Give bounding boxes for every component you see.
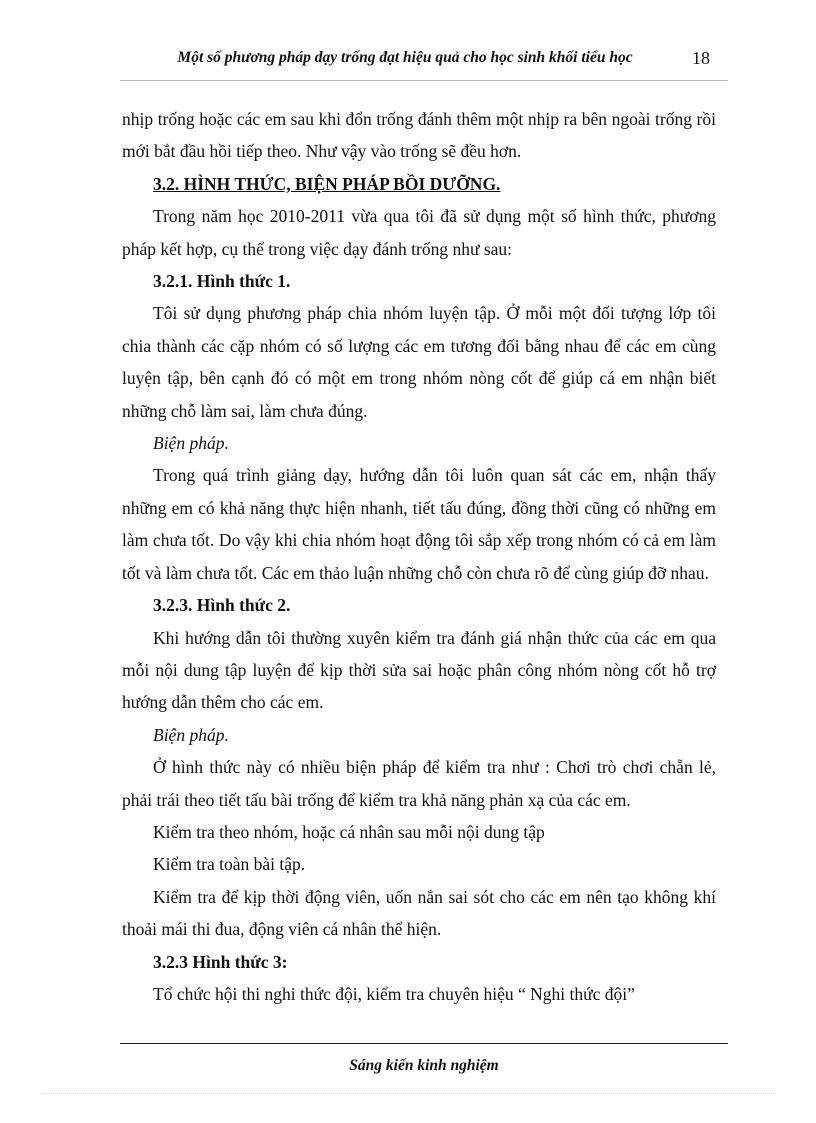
running-header-title: Một số phương pháp dạy trống đạt hiệu quả cho học sinh khối tiểu học — [177, 49, 633, 66]
measure-label-2: Biện pháp. — [153, 724, 229, 745]
paragraph-check-group: Kiểm tra theo nhóm, hoặc cá nhân sau mỗi nội dung tập — [153, 821, 545, 842]
subsection-heading-form-2: 3.2.3. Hình thức 2. — [153, 595, 291, 616]
paragraph-form-1: Tôi sử dụng phương pháp chia nhóm luyện tập. Ở mỗi một đối tượng lớp tôi chia thành các cặp nhóm có số lượng các em tương đối bằng nhau để các em cùng luyện tập, bên cạnh đó có một em trong nhóm nòng cốt để giúp cá em nhận biết những chỗ làm sai, làm chưa đúng. — [122, 303, 716, 421]
subsection-heading-3-2-1: 3.2.1. Hình thức 1. — [153, 271, 291, 292]
paragraph-measure-2: Ở hình thức này có nhiều biện pháp để kiểm tra như : Chơi trò chơi chẵn lẻ, phải trái theo tiết tấu bài trống để kiểm tra khả năng phản xạ của các em. — [122, 757, 716, 810]
page-bottom-dotted-line — [40, 1093, 776, 1094]
header-divider — [120, 80, 728, 81]
paragraph-intro: Trong năm học 2010-2011 vừa qua tôi đã sử dụng một số hình thức, phương pháp kết hợp, cụ thể trong việc dạy đánh trống như sau: — [122, 206, 716, 259]
paragraph-check-all: Kiểm tra toàn bài tập. — [153, 854, 306, 875]
footer-divider — [120, 1043, 728, 1044]
paragraph-measure-1: Trong quá trình giảng dạy, hướng dẫn tôi luôn quan sát các em, nhận thấy những em có khả năng thực hiện nhanh, tiết tấu đúng, đồng thời cũng có những em làm chưa tốt. Do vậy khi chia nhóm hoạt động tôi sắp xếp trong nhóm có cả em làm tốt và làm chưa tốt. Các em thảo luận những chỗ còn chưa rõ để cùng giúp đỡ nhau. — [122, 465, 716, 583]
paragraph-form-2: Khi hướng dẫn tôi thường xuyên kiểm tra đánh giá nhận thức của các em qua mỗi nội dung tập luyện để kịp thời sửa sai hoặc phân công nhóm nòng cốt hỗ trợ hướng dẫn thêm cho các em. — [122, 627, 716, 713]
paragraph-continuation: nhịp trống hoặc các em sau khi đổn trống đánh thêm một nhịp ra bên ngoài trống rồi mới bắt đầu hồi tiếp theo. Như vậy vào trống sẽ đều hơn. — [122, 109, 716, 162]
section-heading-3-2: 3.2. HÌNH THỨC, BIỆN PHÁP BỒI DƯỠNG. — [153, 173, 501, 194]
paragraph-form-3: Tổ chức hội thi nghi thức đội, kiểm tra chuyên hiệu “ Nghi thức đội” — [153, 983, 635, 1004]
running-footer: Sáng kiến kinh nghiệm — [349, 1057, 499, 1074]
paragraph-check-encourage: Kiểm tra để kịp thời động viên, uốn nắn sai sót cho các em nên tạo không khí thoải mái thi đua, động viên cá nhân thể hiện. — [122, 886, 716, 940]
document-body — [122, 103, 716, 1010]
measure-label-1: Biện pháp. — [153, 433, 229, 454]
subsection-heading-form-3: 3.2.3 Hình thức 3: — [153, 951, 288, 972]
page-number: 18 — [692, 48, 710, 68]
